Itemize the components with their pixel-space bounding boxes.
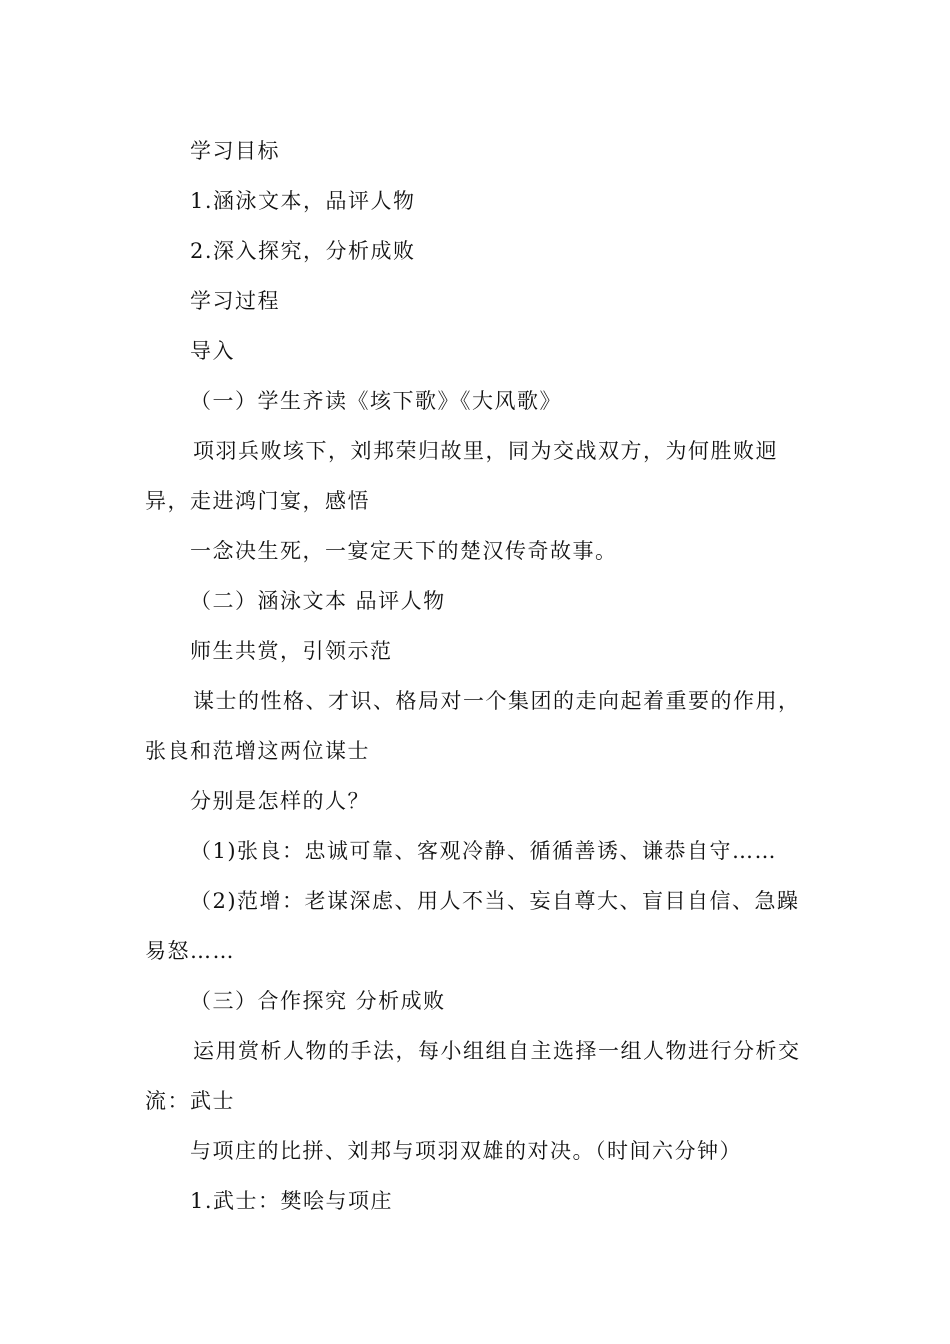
paragraph-line: 异，走进鸿门宴，感悟 — [145, 489, 370, 513]
heading-learning-process: 学习过程 — [190, 289, 280, 313]
list-item-fan-zeng: （2)范增：老谋深虑、用人不当、妄自尊大、盲目自信、急躁 — [190, 889, 800, 913]
paragraph-line: 易怒…… — [145, 939, 235, 963]
paragraph-line: 张良和范增这两位谋士 — [145, 739, 370, 763]
section-one-title: （一）学生齐读《垓下歌》《大风歌》 — [190, 389, 562, 413]
paragraph-line: 项羽兵败垓下，刘邦荣归故里，同为交战双方，为何胜败迥 — [193, 439, 778, 463]
section-two-title: （二）涵泳文本 品评人物 — [190, 589, 446, 613]
paragraph-line: 一念决生死，一宴定天下的楚汉传奇故事。 — [190, 539, 618, 563]
goal-item-2: 2.深入探究，分析成败 — [190, 239, 416, 263]
goal-item-1: 1.涵泳文本，品评人物 — [190, 189, 416, 213]
heading-learning-goals: 学习目标 — [190, 139, 280, 163]
subheading-demo: 师生共赏，引领示范 — [190, 639, 393, 663]
paragraph-line: 流：武士 — [145, 1089, 235, 1113]
list-item-warriors: 1.武士：樊哙与项庄 — [190, 1189, 394, 1213]
paragraph-line: 与项庄的比拼、刘邦与项羽双雄的对决。（时间六分钟） — [190, 1139, 742, 1163]
paragraph-line: 谋士的性格、才识、格局对一个集团的走向起着重要的作用， — [193, 689, 801, 713]
paragraph-line: 运用赏析人物的手法，每小组组自主选择一组人物进行分析交 — [193, 1039, 801, 1063]
paragraph-line: 分别是怎样的人？ — [190, 789, 370, 813]
heading-introduction: 导入 — [190, 339, 235, 363]
list-item-zhang-liang: （1)张良：忠诚可靠、客观冷静、循循善诱、谦恭自守…… — [190, 839, 778, 863]
section-three-title: （三）合作探究 分析成败 — [190, 989, 446, 1013]
